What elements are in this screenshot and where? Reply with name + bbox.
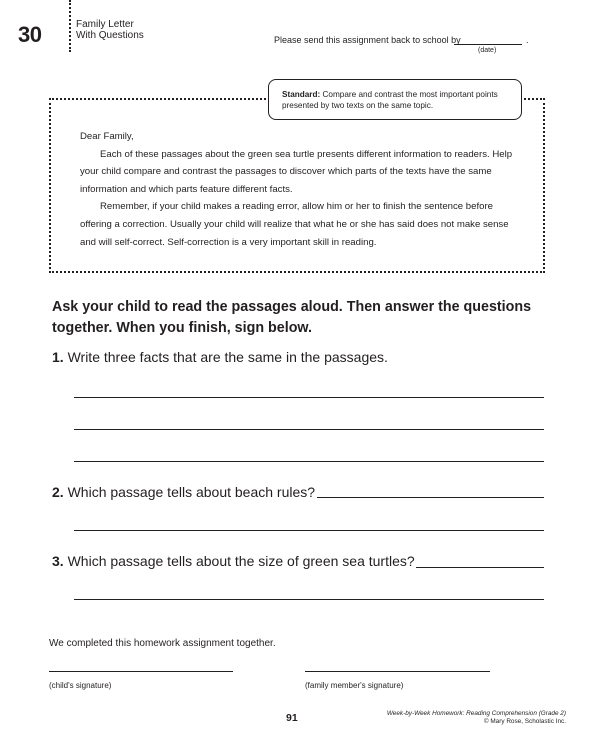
- family-signature-line[interactable]: [305, 671, 490, 672]
- header-title-line1: Family Letter: [76, 19, 134, 30]
- family-signature-label: (family member's signature): [305, 681, 404, 690]
- copyright: © Mary Rose, Scholastic Inc.: [483, 718, 566, 725]
- lesson-number: 30: [18, 22, 42, 47]
- question-1-number: 1.: [52, 349, 64, 365]
- question-3: [52, 553, 415, 569]
- question-2-number: 2.: [52, 484, 64, 500]
- letter-greeting: Dear Family,: [80, 131, 134, 142]
- footer-credit: [380, 710, 566, 726]
- answer-line-2b[interactable]: [74, 530, 544, 531]
- family-letter: [80, 128, 520, 251]
- question-3-text: Which passage tells about the size of green sea turtles?: [67, 553, 415, 569]
- question-1-text: Write three facts that are the same in the passages.: [67, 349, 388, 365]
- standard-text: Compare and contrast the most important points presented by two texts on the same topic.: [282, 90, 498, 110]
- date-label: (date): [478, 47, 497, 54]
- question-3-number: 3.: [52, 553, 64, 569]
- answer-line-2a[interactable]: [317, 497, 544, 498]
- question-1: [52, 349, 388, 365]
- answer-line-1c[interactable]: [74, 461, 544, 462]
- letter-paragraph-2: Remember, if your child makes a reading error, allow him or her to finish the sentence before offering a correction. Usually your child will realize that what he or she has said does not make sense and will self-correct. Self-correction is a very important skill in reading.: [80, 201, 509, 248]
- answer-line-1b[interactable]: [74, 429, 544, 430]
- instructions: Ask your child to read the passages aloud. Then answer the questions together. When you finish, sign below.: [52, 299, 532, 336]
- header-dotted-divider: [69, 0, 71, 52]
- answer-line-3a[interactable]: [416, 567, 544, 568]
- page-number: 91: [286, 712, 298, 724]
- completion-statement: We completed this homework assignment together.: [49, 638, 276, 649]
- book-title: Week-by-Week Homework: Reading Comprehension (Grade 2): [386, 710, 566, 717]
- child-signature-line[interactable]: [49, 671, 233, 672]
- letter-paragraph-1: Each of these passages about the green sea turtle presents different information to readers. Help your child compare and contrast the passages to discover which parts of the texts have the same information and which parts feature different facts.: [80, 148, 513, 195]
- question-2-text: Which passage tells about beach rules?: [67, 484, 316, 500]
- send-back-text: Please send this assignment back to school by: [274, 35, 461, 45]
- answer-line-1a[interactable]: [74, 397, 544, 398]
- header-title-line2: With Questions: [76, 30, 144, 41]
- standard-callout: [268, 79, 522, 120]
- standard-label: Standard:: [282, 90, 321, 99]
- question-2: [52, 484, 315, 500]
- header-title: [76, 19, 144, 41]
- date-period: .: [526, 35, 529, 45]
- child-signature-label: (child's signature): [49, 681, 112, 690]
- date-field[interactable]: [454, 44, 522, 45]
- answer-line-3b[interactable]: [74, 599, 544, 600]
